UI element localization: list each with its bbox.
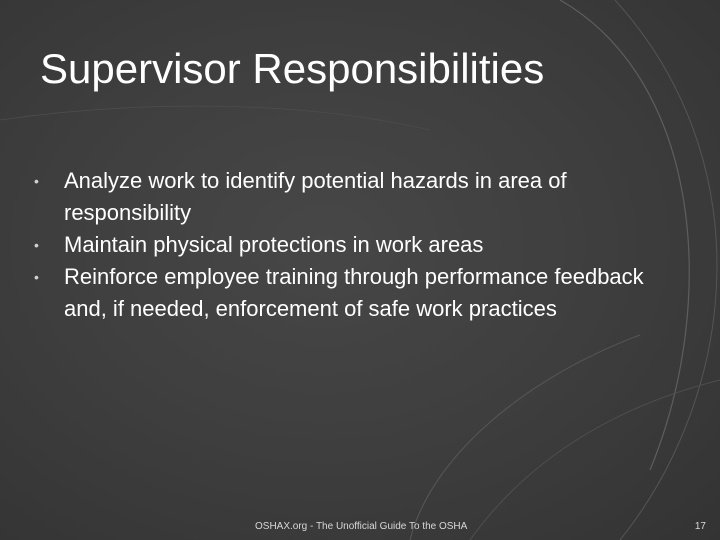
bullet-text: Reinforce employee training through performance feedback and, if needed, enforcement of safe work practices [64,264,644,321]
slide-title: Supervisor Responsibilities [40,45,545,92]
bullet-text: Maintain physical protections in work areas [64,232,484,257]
bullet-item [34,165,674,229]
bullet-item [34,229,674,261]
bullet-list [34,165,674,325]
bullet-text: Analyze work to identify potential hazards in area of responsibility [64,168,567,225]
bullet-item [34,261,674,325]
slide-footer: OSHAX.org - The Unofficial Guide To the OSHA [255,521,468,532]
bullet-icon: • [34,237,39,253]
page-number: 17 [694,521,706,532]
bullet-icon: • [34,269,39,285]
bullet-icon: • [34,173,39,189]
